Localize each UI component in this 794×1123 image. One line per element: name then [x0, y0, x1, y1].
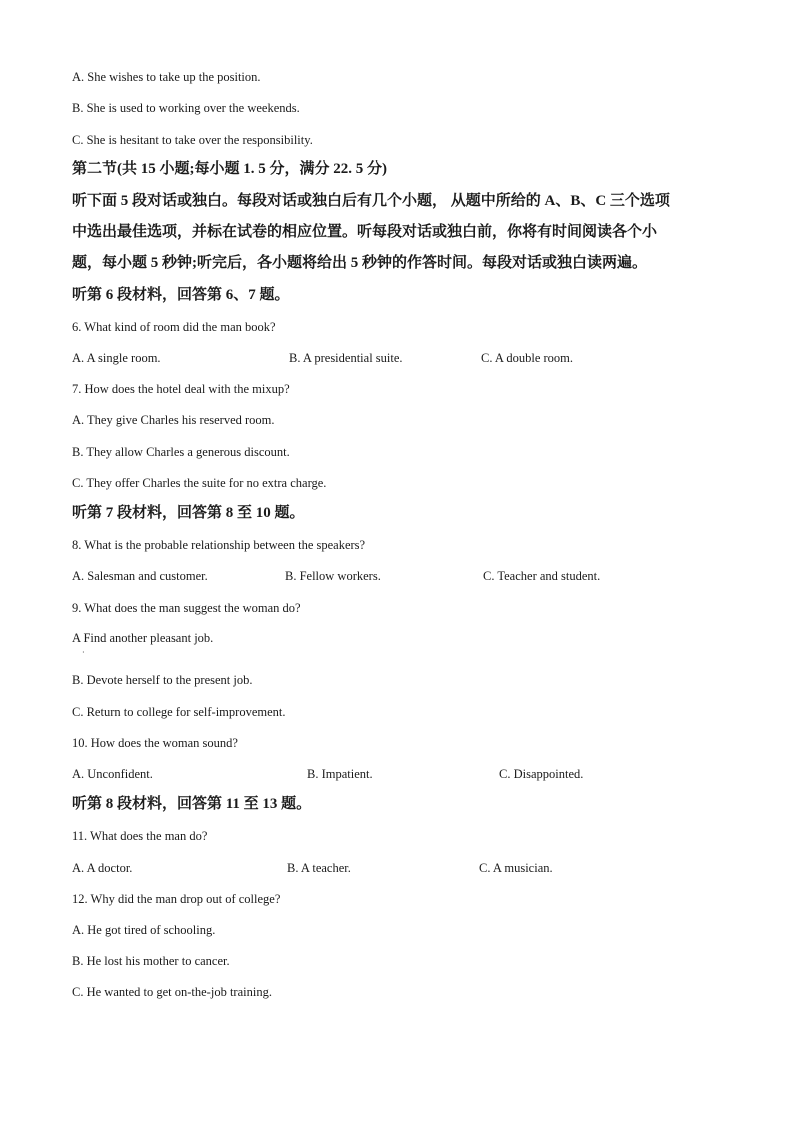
- option-b: B. He lost his mother to cancer.: [72, 954, 230, 968]
- option-c: C. Teacher and student.: [483, 569, 601, 583]
- option-b: B. They allow Charles a generous discount.: [72, 445, 290, 459]
- material-heading: 听第 8 段材料，回答第 11 至 13 题。: [72, 796, 312, 812]
- instruction-line: 题，每小题 5 秒钟;听完后，各小题将给出 5 秒钟的作答时间。每段对话或独白读两遍。: [72, 255, 647, 271]
- option-c: C. He wanted to get on-the-job training.: [72, 985, 272, 999]
- question: 9. What does the man suggest the woman do?: [72, 601, 301, 615]
- option-line: A. She wishes to take up the position.: [72, 70, 261, 84]
- option-a: A. They give Charles his reserved room.: [72, 413, 275, 427]
- option-c: C. Disappointed.: [499, 767, 584, 781]
- option-line: B. She is used to working over the weekends.: [72, 101, 300, 115]
- option-a: A. He got tired of schooling.: [72, 923, 216, 937]
- material-heading: 听第 7 段材料，回答第 8 至 10 题。: [72, 505, 305, 521]
- option-line: C. She is hesitant to take over the responsibility.: [72, 133, 313, 147]
- question: 11. What does the man do?: [72, 829, 208, 843]
- question: 12. Why did the man drop out of college?: [72, 892, 281, 906]
- option-b: B. A teacher.: [287, 861, 351, 875]
- option-a: A. A single room.: [72, 351, 161, 365]
- option-b: B. A presidential suite.: [289, 351, 403, 365]
- instruction-line: 中选出最佳选项，并标在试卷的相应位置。听每段对话或独白前，你将有时间阅读各个小: [72, 224, 658, 240]
- option-a: A. Unconfident.: [72, 767, 153, 781]
- option-b: B. Devote herself to the present job.: [72, 673, 253, 687]
- stray-mark: ·: [82, 648, 85, 657]
- material-heading: 听第 6 段材料，回答第 6、7 题。: [72, 287, 290, 303]
- option-c: C. A double room.: [481, 351, 574, 365]
- option-a: A. A doctor.: [72, 861, 133, 875]
- option-c: C. They offer Charles the suite for no extra charge.: [72, 476, 327, 490]
- question: 6. What kind of room did the man book?: [72, 320, 276, 334]
- question: 8. What is the probable relationship between the speakers?: [72, 538, 366, 552]
- option-a: A Find another pleasant job.: [72, 631, 214, 645]
- option-b: B. Impatient.: [307, 767, 373, 781]
- section-title: 第二节(共 15 小题;每小题 1. 5 分，满分 22. 5 分): [72, 161, 387, 177]
- option-c: C. Return to college for self-improvement.: [72, 705, 286, 719]
- question: 7. How does the hotel deal with the mixup?: [72, 382, 290, 396]
- question: 10. How does the woman sound?: [72, 736, 238, 750]
- option-a: A. Salesman and customer.: [72, 569, 208, 583]
- option-b: B. Fellow workers.: [285, 569, 381, 583]
- option-c: C. A musician.: [479, 861, 553, 875]
- instruction-line: 听下面 5 段对话或独白。每段对话或独白后有几个小题， 从题中所给的 A、B、C 三个选项: [72, 193, 670, 209]
